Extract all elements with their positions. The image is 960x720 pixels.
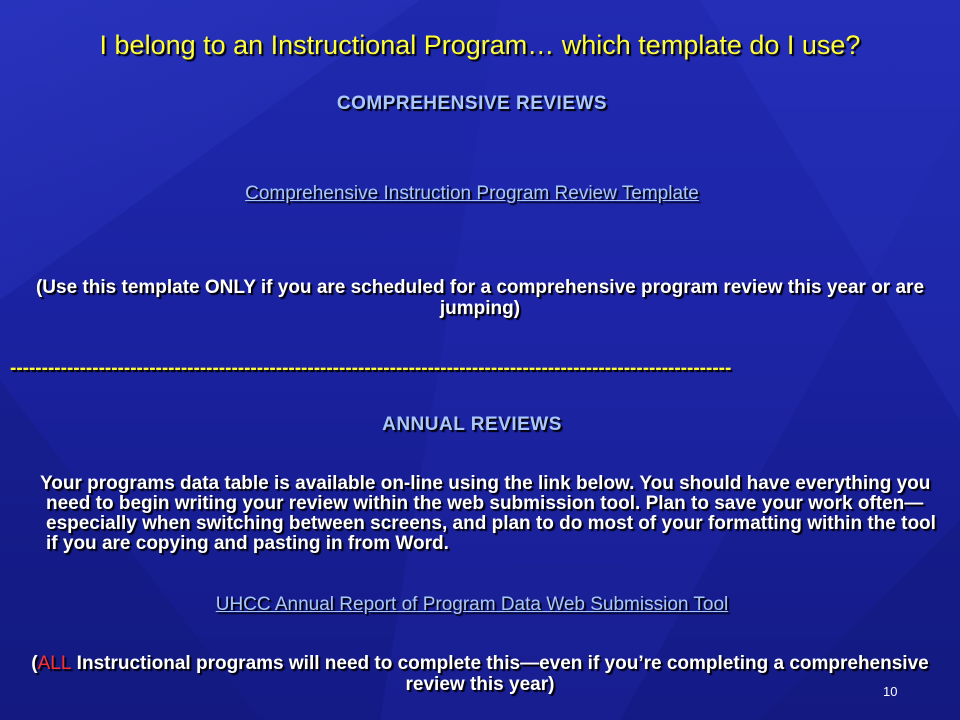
annual-note-highlight: ALL — [37, 653, 72, 674]
annual-note — [20, 653, 940, 695]
web-submission-tool-link[interactable]: UHCC Annual Report of Program Data Web Submission Tool — [215, 594, 729, 615]
section-divider: ------------------------------------------------------------------------------------------------------------------ — [10, 358, 732, 379]
annual-note-rest: Instructional programs will need to complete this—even if you’re completing a comprehensive review this year) — [71, 653, 929, 695]
annual-reviews-heading: ANNUAL REVIEWS — [382, 414, 562, 435]
page-number: 10 — [883, 684, 898, 699]
comprehensive-template-link[interactable]: Comprehensive Instruction Program Review Template — [245, 183, 699, 204]
annual-note-open: ( — [31, 653, 38, 674]
comprehensive-reviews-heading: COMPREHENSIVE REVIEWS — [336, 93, 608, 114]
slide-title: I belong to an Instructional Program… which template do I use? — [99, 30, 861, 60]
comprehensive-note: (Use this template ONLY if you are scheduled for a comprehensive program review this year or are jumping) — [35, 277, 925, 319]
annual-paragraph: Your programs data table is available on-line using the link below. You should have everything you need to begin writing your review within the web submission tool. Plan to save your work often—especially when switching between screens, and plan to do most of your formatting within the tool if you are copying and pasting in from Word. — [40, 473, 936, 554]
